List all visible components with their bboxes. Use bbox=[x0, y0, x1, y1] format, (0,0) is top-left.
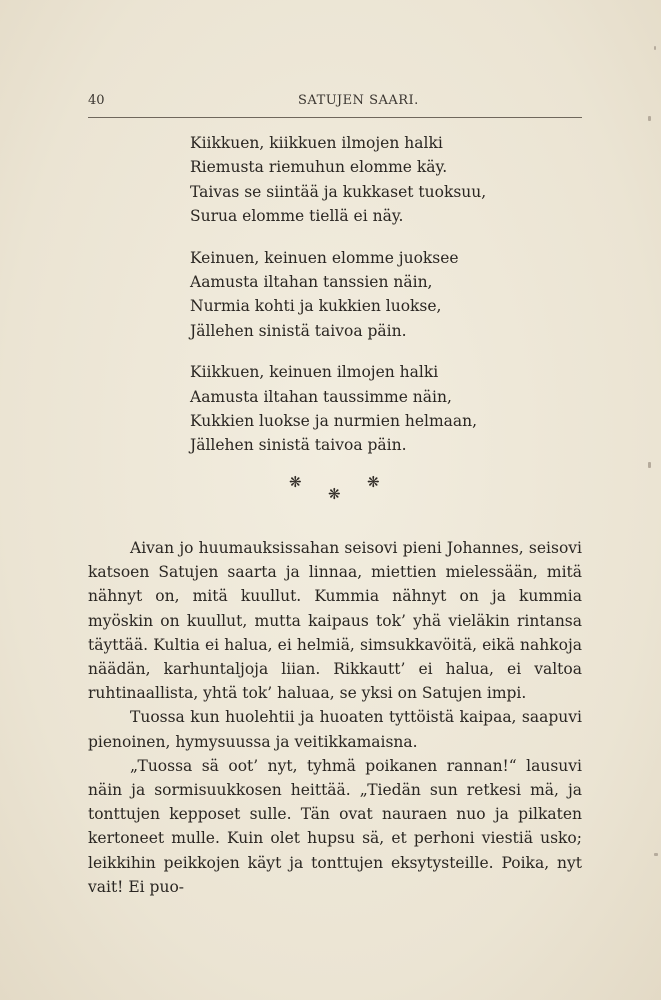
paper-speck bbox=[654, 46, 656, 50]
page-header bbox=[88, 93, 582, 113]
poem-line: Aamusta iltahan taussimme näin, bbox=[190, 387, 452, 406]
prose-text bbox=[88, 536, 582, 899]
poem-line: Jällehen sinistä taivoa päin. bbox=[190, 436, 407, 455]
paper-speck bbox=[648, 116, 651, 121]
poem-line: Taivas se siintää ja kukkaset tuoksuu, bbox=[190, 182, 487, 201]
poem-stanza bbox=[190, 131, 520, 229]
poem bbox=[190, 131, 520, 475]
poem-stanza bbox=[190, 360, 520, 458]
poem-line: Aamusta iltahan tanssien näin, bbox=[190, 273, 433, 292]
asterism-ornament-icon: ❋ bbox=[328, 485, 341, 503]
poem-line: Kukkien luokse ja nurmien helmaan, bbox=[190, 412, 478, 431]
poem-stanza bbox=[190, 246, 520, 344]
poem-line: Surua elomme tiellä ei näy. bbox=[190, 207, 404, 226]
asterism-ornament-icon: ❋ bbox=[289, 473, 302, 491]
paragraph: „Tuossa sä oot’ nyt, tyhmä poikanen rannan!“ lausuvi näin ja sormisuukkosen heittää. „Tiedän sun retkesi mä, ja tonttujen kepposet sulle. Tän ovat nauraen nuo ja pilkaten kertoneet mulle. Kuin olet hupsu sä, et perhoni viestiä usko; leikkihin peikkojen käyt ja tonttujen eksytysteille. Poika, nyt vait! Ei puo- bbox=[88, 756, 582, 896]
asterism-ornament-icon: ❋ bbox=[367, 473, 380, 491]
header-rule bbox=[88, 117, 582, 118]
page-number: 40 bbox=[88, 93, 105, 108]
poem-line: Jällehen sinistä taivoa päin. bbox=[190, 321, 407, 340]
poem-line: Kiikkuen, keinuen ilmojen halki bbox=[190, 363, 439, 382]
running-title: SATUJEN SAARI. bbox=[298, 93, 419, 108]
paper-speck bbox=[654, 853, 658, 856]
poem-line: Riemusta riemuhun elomme käy. bbox=[190, 158, 448, 177]
poem-line: Nurmia kohti ja kukkien luokse, bbox=[190, 297, 442, 316]
paper-speck bbox=[648, 462, 651, 468]
paragraph: Aivan jo huumauksissahan seisovi pieni Johannes, seisovi katsoen Satujen saarta ja linnaa, miettien mielessään, mitä nähnyt on, mitä kuullut. Kummia nähnyt on ja kummia myöskin on kuullut, mutta kaipaus tok’ yhä vieläkin rintansa täyttää. Kultia ei halua, ei helmiä, simsukkavöitä, eikä nahkoja näädän, karhuntaljoja liian. Rikkautt’ ei halua, ei valtoa ruhtinaallista, yhtä tok’ haluaa, se yksi on Satujen impi. bbox=[88, 539, 582, 703]
poem-line: Kiikkuen, kiikkuen ilmojen halki bbox=[190, 134, 443, 152]
poem-line: Keinuen, keinuen elomme juoksee bbox=[190, 248, 459, 267]
paragraph: Tuossa kun huolehtii ja huoaten tyttöistä kaipaa, saapuvi pienoinen, hymysuussa ja veitikkamaisna. bbox=[88, 708, 582, 751]
